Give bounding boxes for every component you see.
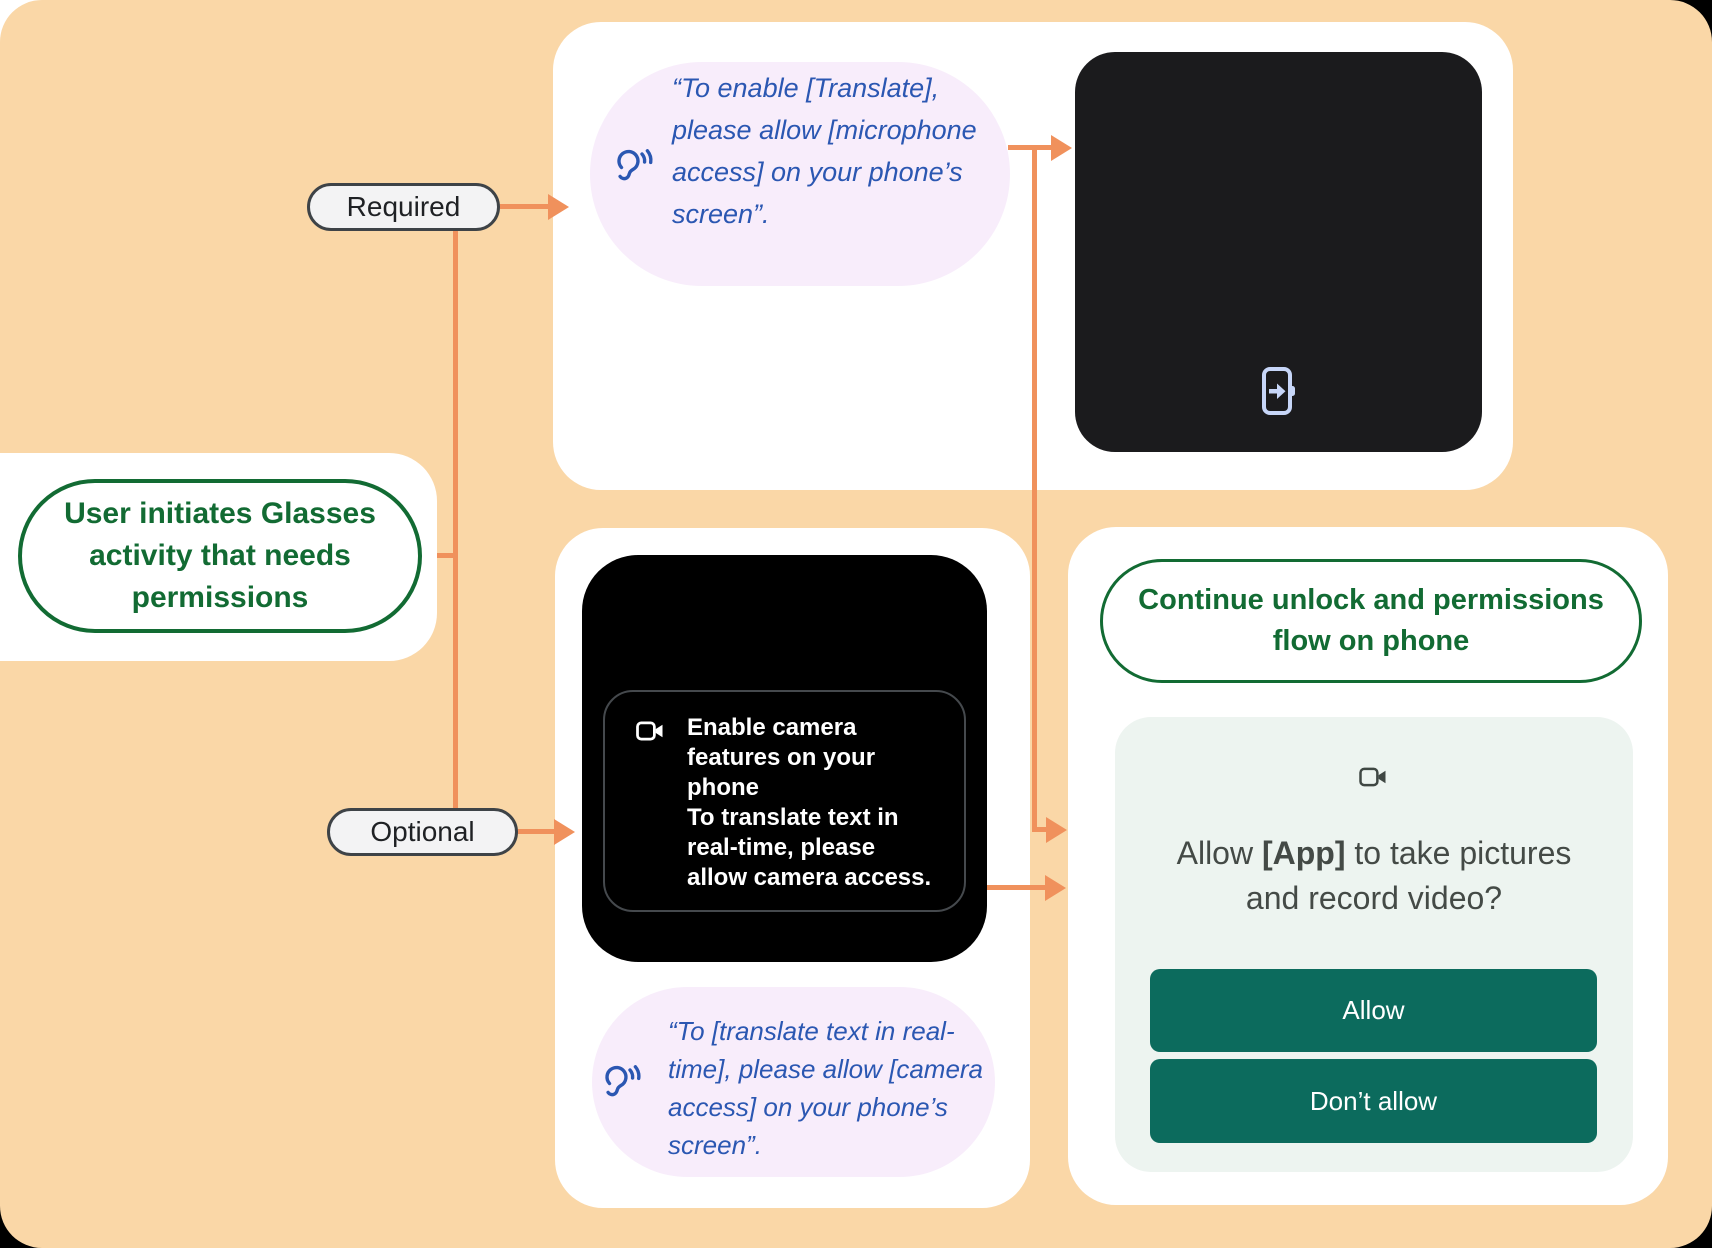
required-arrow-line <box>500 204 550 209</box>
toast-line: allow camera access. <box>687 864 932 891</box>
required-arrowhead <box>548 194 569 220</box>
videocam-icon <box>1356 762 1390 792</box>
required-branch-label <box>307 183 500 231</box>
optional-label-text: Optional <box>370 816 475 847</box>
allow-button-label: Allow <box>1342 995 1405 1025</box>
permission-question <box>1140 831 1608 921</box>
voice-prompt-line: screen”. <box>668 1130 762 1160</box>
start-node-text: User initiates Glasses <box>64 497 376 530</box>
hearing-icon <box>614 146 654 184</box>
required-label-text: Required <box>346 191 461 222</box>
permission-question-line2: and record video? <box>1245 880 1503 916</box>
prompt-to-phone-arrow-line <box>1008 145 1052 150</box>
toast-to-dialog-arrow-line <box>987 885 1047 890</box>
glasses-toast-text <box>687 713 931 893</box>
optional-arrowhead <box>554 819 575 845</box>
permission-question-line1 <box>1140 831 1608 876</box>
toast-line: Enable camera <box>687 714 857 741</box>
voice-prompt-text-required <box>672 67 977 235</box>
toast-line: features on your <box>687 744 876 771</box>
optional-branch-label <box>327 808 518 856</box>
start-node-pill <box>18 479 422 633</box>
voice-prompt-line: access] on your phone’s <box>672 157 963 187</box>
prompt-to-phone-arrowhead <box>1051 135 1072 161</box>
voice-prompt-line: “To [translate text in real- <box>668 1016 955 1046</box>
question-app-placeholder: [App] <box>1261 835 1346 871</box>
voice-prompt-line: access] on your phone’s <box>668 1092 948 1122</box>
start-node-connector <box>437 553 456 558</box>
optional-arrow-line <box>518 829 556 834</box>
phone-branch-vertical-line <box>1032 145 1037 832</box>
dont-allow-button-label: Don’t allow <box>1309 1085 1438 1116</box>
toast-line: To translate text in <box>687 804 899 831</box>
question-pre: Allow <box>1176 835 1262 871</box>
continue-flow-pill <box>1100 559 1642 683</box>
voice-prompt-line: please allow [microphone <box>672 115 977 145</box>
toast-to-dialog-arrowhead <box>1045 875 1066 901</box>
hearing-icon <box>602 1062 642 1100</box>
continue-flow-text: flow on phone <box>1272 625 1470 657</box>
branch-trunk-line <box>453 231 458 808</box>
voice-prompt-line: screen”. <box>672 199 770 229</box>
continue-flow-text: Continue unlock and permissions <box>1138 584 1604 616</box>
videocam-icon <box>633 716 667 746</box>
send-to-phone-icon <box>1256 366 1302 416</box>
allow-button[interactable] <box>1150 969 1597 1052</box>
start-node-text: activity that needs <box>89 539 351 572</box>
question-post: to take pictures <box>1345 835 1572 871</box>
dont-allow-button[interactable] <box>1150 1059 1597 1143</box>
voice-prompt-line: “To enable [Translate], <box>672 73 940 103</box>
voice-prompt-line: time], please allow [camera <box>668 1054 984 1084</box>
phone-branch-arrowhead <box>1046 817 1067 843</box>
voice-prompt-text-optional <box>668 1012 983 1164</box>
toast-line: phone <box>687 774 759 801</box>
start-node-text: permissions <box>131 581 309 614</box>
toast-line: real-time, please <box>687 834 876 861</box>
